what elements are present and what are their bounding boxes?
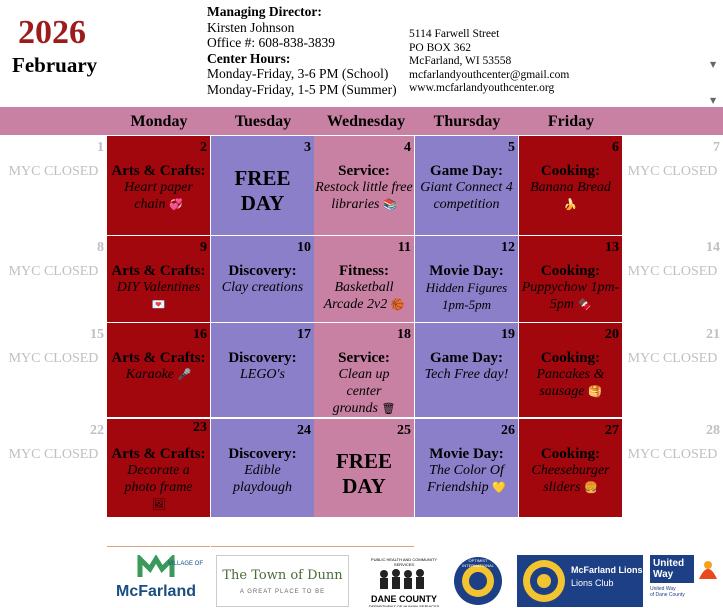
activity-desc: The Color Of Friendship — [427, 463, 504, 495]
day-cell-wednesday[interactable] — [314, 236, 414, 322]
day-number: 25 — [397, 423, 411, 438]
day-number: 14 — [706, 240, 720, 255]
day-number: 21 — [706, 327, 720, 342]
day-number: 28 — [706, 423, 720, 438]
activity-title: Cooking: — [540, 350, 601, 366]
address-line-2: PO BOX 362 — [409, 41, 471, 54]
activity-desc: Edible playdough — [232, 463, 293, 495]
activity-title: Arts & Crafts: — [111, 350, 206, 366]
day-cell-tuesday[interactable] — [211, 136, 314, 235]
day-cell-tuesday[interactable] — [211, 236, 314, 322]
director-name: Kirsten Johnson — [207, 19, 295, 35]
director-info — [207, 4, 397, 97]
mcfarland-m-icon — [136, 555, 176, 579]
day-number: 8 — [97, 240, 104, 255]
day-number: 18 — [397, 327, 411, 342]
activity-desc: Pancakes & sausage — [536, 367, 605, 399]
activity-title: Fitness: — [339, 263, 389, 279]
love-letter-icon: 💌 — [151, 298, 166, 311]
day-number: 17 — [297, 327, 311, 342]
united-way-logo[interactable] — [650, 555, 722, 607]
day-cell-friday[interactable] — [519, 419, 622, 517]
dane-label: DANE COUNTY — [370, 594, 437, 604]
lions-ring-label: LIONS — [536, 570, 552, 576]
scroll-down-icon[interactable]: ▼ — [710, 60, 717, 69]
united-way-hand-icon — [695, 555, 721, 583]
day-header-friday: Friday — [547, 113, 595, 130]
day-cell-monday[interactable] — [107, 419, 210, 517]
closed-label: MYC CLOSED — [8, 264, 99, 279]
divider — [314, 546, 414, 547]
day-number: 10 — [297, 240, 311, 255]
closed-label: MYC CLOSED — [8, 351, 99, 366]
activity-desc: Karaoke — [125, 367, 174, 382]
day-header-wednesday: Wednesday — [326, 113, 406, 130]
day-cell-sunday — [0, 236, 107, 322]
day-header-monday: Monday — [130, 113, 188, 130]
lions-club-logo[interactable] — [517, 555, 643, 607]
day-cell-saturday — [622, 323, 723, 417]
day-number: 4 — [404, 140, 411, 155]
day-cell-thursday[interactable] — [415, 136, 518, 235]
activity-desc: Tech Free day! — [424, 367, 509, 382]
day-cell-wednesday[interactable] — [314, 323, 414, 417]
united-way-name: United Way — [650, 586, 676, 592]
activity-desc: Giant Connect 4 competition — [420, 180, 513, 212]
address-line-1: 5114 Farwell Street — [409, 28, 500, 40]
scroll-down-icon-2[interactable]: ▼ — [710, 96, 717, 105]
activity-title: Service: — [338, 163, 390, 179]
day-number: 3 — [304, 140, 311, 155]
hours-label: Center Hours: — [207, 50, 291, 66]
day-cell-wednesday[interactable] — [314, 136, 414, 235]
activity-desc: Banana Bread — [530, 180, 611, 195]
way-label: Way — [653, 569, 674, 580]
email[interactable]: mcfarlandyouthcenter@gmail.com — [409, 68, 570, 81]
day-number: 5 — [508, 140, 515, 155]
day-number: 13 — [605, 240, 619, 255]
day-number: 11 — [397, 240, 411, 255]
activity-desc: LEGO's — [239, 367, 285, 382]
day-cell-sunday — [0, 136, 107, 235]
lions-emblem-icon — [521, 558, 567, 604]
day-cell-sunday — [0, 323, 107, 417]
day-number: 7 — [713, 140, 720, 155]
closed-label: MYC CLOSED — [627, 264, 718, 279]
closed-label: MYC CLOSED — [627, 447, 718, 462]
day-cell-monday[interactable] — [107, 323, 210, 417]
day-number: 19 — [501, 327, 515, 342]
picture-frame-icon: 🖼 — [151, 498, 166, 511]
basketball-icon: 🏀 — [390, 298, 405, 311]
banana-icon: 🍌 — [563, 198, 578, 211]
activity-title: Movie Day: — [429, 446, 504, 462]
activity-desc: Hidden Figures 1pm-5pm — [425, 280, 508, 312]
year: 2026 — [18, 14, 86, 51]
day-number: 9 — [200, 240, 207, 255]
activity-title: Arts & Crafts: — [111, 446, 206, 462]
activity-title: Movie Day: — [429, 263, 504, 279]
free-day-label: FREE DAY — [234, 166, 291, 215]
day-cell-friday[interactable] — [519, 136, 622, 235]
united-way-box — [650, 555, 694, 583]
town-of-dunn-logo[interactable] — [216, 555, 349, 607]
activity-desc: Heart paper chain — [124, 180, 193, 212]
chocolate-icon: 🍫 — [577, 298, 592, 311]
day-number: 16 — [193, 327, 207, 342]
closed-label: MYC CLOSED — [8, 164, 99, 179]
day-number: 15 — [90, 327, 104, 342]
day-cell-tuesday[interactable] — [211, 419, 314, 517]
lions-club-label: Lions Club — [571, 578, 614, 588]
dane-sub-label: DEPARTMENT OF HUMAN SERVICES — [368, 604, 440, 607]
activity-desc: Clean up center grounds — [332, 367, 390, 416]
divider — [107, 546, 210, 547]
activity-title: Arts & Crafts: — [111, 163, 206, 179]
mcfarland-village-label: VILLAGE OF — [168, 561, 204, 567]
day-number: 12 — [501, 240, 515, 255]
dane-top-label: PUBLIC HEALTH AND COMMUNITY SERVICES — [370, 557, 438, 567]
day-cell-saturday — [622, 419, 723, 517]
activity-title: Cooking: — [540, 263, 601, 279]
day-cell-saturday — [622, 236, 723, 322]
mcfarland-logo[interactable] — [108, 555, 204, 607]
closed-label: MYC CLOSED — [627, 164, 718, 179]
burger-icon: 🍔 — [584, 481, 598, 494]
day-number: 6 — [612, 140, 619, 155]
hours-summer: Monday-Friday, 1-5 PM (Summer) — [207, 81, 397, 97]
optimist-label: OPTIMIST INTERNATIONAL — [462, 558, 494, 568]
activity-title: Arts & Crafts: — [111, 263, 206, 279]
day-cell-wednesday[interactable] — [314, 419, 414, 517]
address-info — [409, 28, 569, 96]
director-label: Managing Director: — [207, 4, 322, 19]
day-header-tuesday: Tuesday — [234, 113, 292, 130]
day-cell-saturday — [622, 136, 723, 235]
address-line-3: McFarland, WI 53558 — [409, 55, 512, 67]
day-number: 1 — [97, 140, 104, 155]
optimist-logo[interactable] — [452, 555, 504, 607]
activity-desc: Basketball Arcade 2v2 — [323, 280, 394, 312]
activity-title: Service: — [338, 350, 390, 366]
microphone-icon: 🎤 — [177, 368, 192, 381]
day-cell-sunday — [0, 419, 107, 517]
activity-title: Discovery: — [228, 446, 297, 462]
activity-desc: Puppychow 1pm-5pm — [521, 280, 620, 312]
activity-title: Cooking: — [540, 446, 601, 462]
united-label: United — [653, 558, 685, 569]
books-icon: 📚 — [383, 198, 397, 211]
day-number: 22 — [90, 423, 104, 438]
activity-desc: Cheeseburger sliders — [531, 463, 610, 495]
heart-icon: 💞 — [168, 198, 183, 211]
day-number: 27 — [605, 423, 619, 438]
day-cell-thursday[interactable] — [415, 236, 518, 322]
trash-icon: 🗑 — [381, 402, 396, 415]
day-cell-thursday[interactable] — [415, 323, 518, 417]
website[interactable]: www.mcfarlandyouthcenter.org — [409, 82, 555, 94]
dunn-label: The Town of Dunn — [222, 568, 343, 583]
mcfarland-label: McFarland — [115, 583, 196, 600]
day-number: 24 — [297, 423, 311, 438]
united-way-county: of Dane County — [650, 592, 685, 598]
activity-desc: Restock little free libraries — [315, 180, 413, 212]
yellow-heart-icon: 💛 — [492, 481, 506, 494]
closed-label: MYC CLOSED — [627, 351, 718, 366]
day-number: 2 — [200, 140, 207, 155]
month: February — [12, 53, 98, 77]
people-silhouette-icon — [374, 567, 434, 589]
day-header-thursday: Thursday — [433, 113, 501, 130]
activity-desc: DIY Valentines — [116, 280, 201, 295]
office-phone: Office #: 608-838-3839 — [207, 35, 335, 50]
divider — [211, 546, 314, 547]
day-number: 20 — [605, 327, 619, 342]
day-cell-friday[interactable] — [519, 323, 622, 417]
hours-school: Monday-Friday, 3-6 PM (School) — [207, 66, 389, 81]
activity-title: Cooking: — [540, 163, 601, 179]
closed-label: MYC CLOSED — [8, 447, 99, 462]
pancake-icon: 🥞 — [587, 385, 602, 398]
day-cell-monday[interactable] — [107, 236, 210, 322]
day-cell-friday[interactable] — [519, 236, 622, 322]
activity-title: Game Day: — [430, 163, 503, 179]
day-number: 23 — [193, 420, 207, 435]
day-cell-monday[interactable] — [107, 136, 210, 235]
free-day-label: FREE DAY — [335, 449, 392, 498]
dunn-tagline: A GREAT PLACE TO BE — [239, 589, 326, 595]
dane-county-logo[interactable] — [367, 555, 441, 607]
activity-title: Discovery: — [228, 350, 297, 366]
day-cell-tuesday[interactable] — [211, 323, 314, 417]
day-cell-thursday[interactable] — [415, 419, 518, 517]
day-number: 26 — [501, 423, 515, 438]
activity-title: Discovery: — [228, 263, 297, 279]
activity-desc: Clay creations — [221, 280, 304, 295]
activity-desc: Decorate a photo frame — [124, 463, 193, 495]
activity-title: Game Day: — [430, 350, 503, 366]
lions-name-label: McFarland Lions — [571, 565, 643, 575]
